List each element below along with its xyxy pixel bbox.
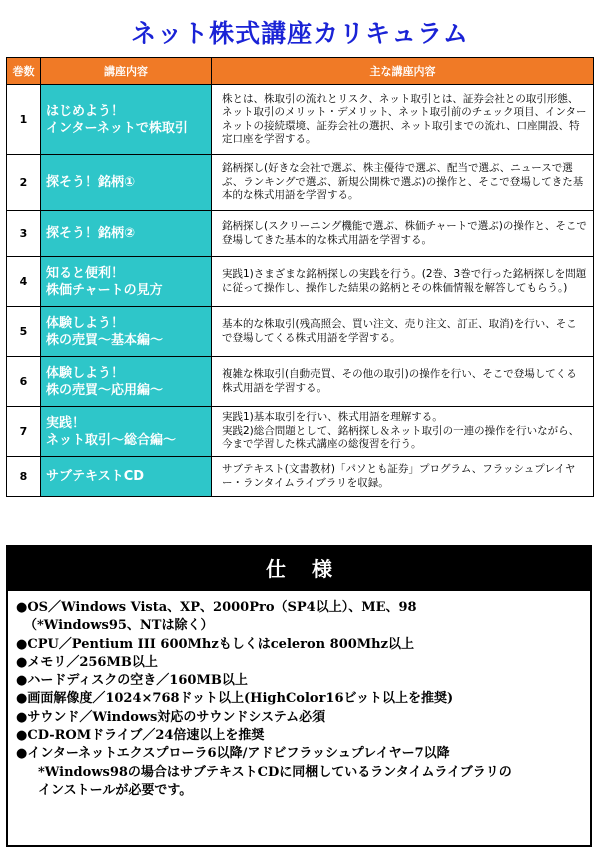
spec-line-resolution: ●画面解像度／1024×768ドット以上(HighColor16ビット以上を推奨)	[16, 691, 454, 707]
table-header-row	[7, 58, 594, 85]
table-row	[7, 155, 594, 211]
spec-box	[6, 545, 592, 847]
spec-list	[8, 591, 590, 800]
spec-line-disk: ●ハードディスクの空き／160MB以上	[16, 673, 248, 689]
course-title: 知ると便利！ 株価チャートの見方	[41, 257, 212, 307]
table-row	[7, 357, 594, 407]
course-description: 株とは、株取引の流れとリスク、ネット取引とは、証券会社との取引形態、ネット取引のメリット・デメリット、ネット取引前のチェック項目、インターネットの接続環境、証券会社の選択、ネット取引までの流れ、口座開設、特定口座を学習する。	[212, 85, 594, 155]
header-main-content: 主な講座内容	[212, 58, 594, 85]
page-title: ネット株式講座カリキュラム	[131, 19, 469, 48]
volume-number: 3	[7, 211, 41, 257]
course-title: 実践！ ネット取引～総合編～	[41, 407, 212, 457]
course-title: 体験しよう！ 株の売買～基本編～	[41, 307, 212, 357]
course-description: 複雑な株取引(自動売買、その他の取引)の操作を行い、そこで登場してくる株式用語を学習する。	[212, 357, 594, 407]
volume-number: 2	[7, 155, 41, 211]
spec-line-os-note: （*Windows95、NTは除く）	[24, 618, 214, 634]
curriculum-table	[6, 57, 594, 497]
table-row	[7, 307, 594, 357]
header-volume: 巻数	[7, 58, 41, 85]
course-title: はじめよう！ インターネットで株取引	[41, 85, 212, 155]
spec-line-sound: ●サウンド／Windows対応のサウンドシステム必須	[16, 709, 326, 725]
spec-line-memory: ●メモリ／256MB以上	[16, 654, 158, 670]
spec-line-os: ●OS／Windows Vista、XP、2000Pro（SP4以上）、ME、98	[16, 600, 417, 615]
course-description: 銘柄探し(スクリーニング機能で選ぶ、株価チャートで選ぶ)の操作と、そこで登場してきた基本的な株式用語を学習する。	[212, 211, 594, 257]
table-row	[7, 257, 594, 307]
volume-number: 5	[7, 307, 41, 357]
table-row	[7, 211, 594, 257]
course-description: 基本的な株取引(残高照会、買い注文、売り注文、訂正、取消)を行い、そこで登場してくる株式用語を学習する。	[212, 307, 594, 357]
course-description: 実践1)さまざまな銘柄探しの実践を行う。(2巻、3巻で行った銘柄探しを問題に従って操作し、操作した結果の銘柄とその株価情報を解答してもらう。)	[212, 257, 594, 307]
course-title: 探そう！銘柄①	[41, 155, 212, 211]
table-row	[7, 457, 594, 497]
course-title: 体験しよう！ 株の売買～応用編～	[41, 357, 212, 407]
course-title: サブテキストCD	[41, 457, 212, 497]
course-description: 実践1)基本取引を行い、株式用語を理解する。 実践2)総合問題として、銘柄探し＆ネット取引の一連の操作を行いながら、今まで学習した株式講座の総復習を行う。	[212, 407, 594, 457]
volume-number: 1	[7, 85, 41, 155]
table-row	[7, 407, 594, 457]
course-description: 銘柄探し(好きな会社で選ぶ、株主優待で選ぶ、配当で選ぶ、ニュースで選ぶ、ランキングで選ぶ、新規公開株で選ぶ)の操作と、そこで登場してきた基本的な株式用語を学習する。	[212, 155, 594, 211]
volume-number: 7	[7, 407, 41, 457]
course-title: 探そう！銘柄②	[41, 211, 212, 257]
spec-line-win98-note: *Windows98の場合はサブテキストCDに同梱しているランタイムライブラリの	[38, 764, 512, 780]
volume-number: 8	[7, 457, 41, 497]
spec-line-win98-note-2: インストールが必要です。	[38, 782, 193, 798]
table-row	[7, 85, 594, 155]
spec-line-cdrom: ●CD-ROMドライブ／24倍速以上を推奨	[16, 728, 265, 744]
header-course-content: 講座内容	[41, 58, 212, 85]
volume-number: 6	[7, 357, 41, 407]
spec-line-cpu: ●CPU／Pentium III 600Mhzもしくはceleron 800Mhz以上	[16, 636, 415, 652]
course-description: サブテキスト(文書教材)「パソとも証券」プログラム、フラッシュプレイヤー・ランタイムライブラリを収録。	[212, 457, 594, 497]
spec-header: 仕様	[8, 547, 590, 591]
volume-number: 4	[7, 257, 41, 307]
spec-line-browser: ●インターネットエクスプローラ6以降/アドビフラッシュプレイヤー7以降	[16, 746, 450, 762]
